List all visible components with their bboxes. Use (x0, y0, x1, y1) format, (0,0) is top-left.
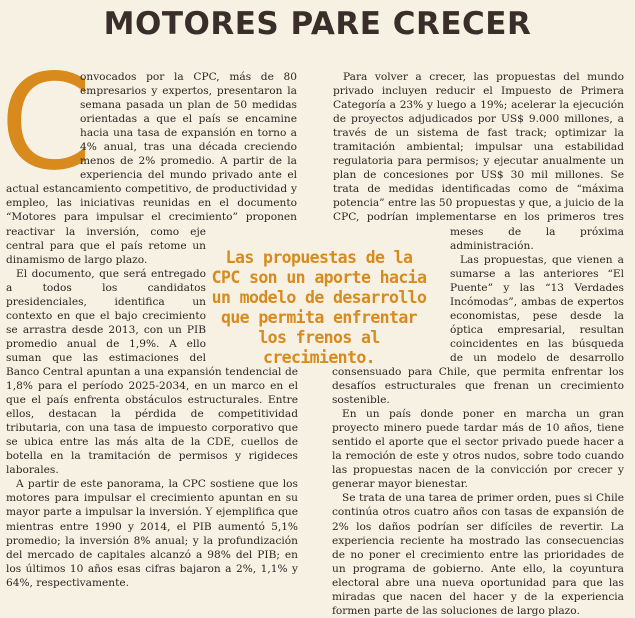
paragraph: onvocados por la CPC, más de 80 empresarios y expertos, presentaron la semana pasada un plan de 50 medidas orientadas a que el país se encamine hacia una tasa de expansión en torno a 4% anual, tras una década creciendo menos de 2% promedio. A partir de la experiencia del mundo privado ante el actual estancamiento competitivo, de productividad y empleo, las iniciativas reunidas en el documento “Motores para impulsar el crecimiento” proponen reactivar la inversión, como eje central para que el país retome un dinamismo de largo plazo. (6, 71, 297, 266)
dropcap-letter: C (0, 46, 93, 200)
pull-quote: Las propuestas de la CPC son un aporte hacia un modelo de desarrollo que permita enfrentar los frenos al crecimiento. (211, 248, 427, 367)
paragraph: Se trata de una tarea de primer orden, pues si Chile continúa otros cuatro años con tasas de expansión de 2% los daños podrían ser difíciles de revertir. La experiencia reciente ha mostrado las consecuencias de no poner el crecimiento entre las prioridades de un programa de gobierno. Ante ello, la coyuntura electoral abre una nueva oportunidad para que las miradas que nacen del hacer y de la experiencia formen parte de las soluciones de largo plazo. (332, 492, 624, 617)
paragraph: En un país donde poner en marcha un gran proyecto minero puede tardar más de 10 años, tiene sentido el aporte que el sector privado puede hacer a la remoción de este y otros nudos, sobre todo cuando las propuestas nacen de la convicción por crecer y generar mayor bienestar. (332, 408, 624, 491)
article-title: MOTORES PARE CRECER (103, 6, 532, 42)
paragraph: El documento, que será entregado a todos los candidatos presidenciales, identifica un contexto en que el bajo crecimiento se arrastra desde 2013, con un PIB promedio anual de 1,9%. A ello suman que las estimaciones del Banco Central apuntan a una expansión tendencial de 1,8% para el período 2025-2034, en un marco en el que el país enfrenta obstáculos estructurales. Entre ellos, destacan la pérdida de competitividad tributaria, con una tasa de impuesto corporativo que se ubica entre las más alta de la CDE, cuellos de botella en la tramitación de permisos y rigideces laborales. (6, 267, 298, 477)
paragraph: Para volver a crecer, las propuestas del mundo privado incluyen reducir el Impuesto de Primera Categoría a 23% y luego a 19%; acelerar la ejecución de proyectos adjudicados por US$ 9.000 millones, a través de un sistema de fast track; optimizar la tramitación ambiental; impulsar una estabilidad regulatoria para permisos; y ejecutar anualmente un plan de concesiones por US$ 30 mil millones. Se trata de medidas identificadas como de “máxima potencia” entre las 50 propuestas y que, a juicio de la CPC, podrían implementarse en los primeros tres meses de la próxima administración. (333, 71, 624, 252)
dropcap (0, 46, 93, 200)
paragraph: A partir de este panorama, la CPC sostiene que los motores para impulsar el crecimiento apuntan en su mayor parte a impulsar la inversión. Y ejemplifica que mientras entre 1990 y 2014, el PIB aumentó 5,1% promedio; la inversión 8% anual; y la profundización del mercado de capitales alcanzó a 98% del PIB; en los últimos 10 años esas cifras bajaron a 2%, 1,1% y 64%, respectivamente. (6, 478, 298, 589)
paragraph: Las propuestas, que vienen a sumarse a las anteriores “El Puente” y las “13 Verdades Incómodas”, ambas de expertos economistas, pese desde la óptica empresarial, resultan coincidentes en las búsqueda de un modelo de desarrollo consensuado para Chile, que permita enfrentar los desafíos estructurales que frenan un crecimiento sostenible. (332, 253, 624, 407)
